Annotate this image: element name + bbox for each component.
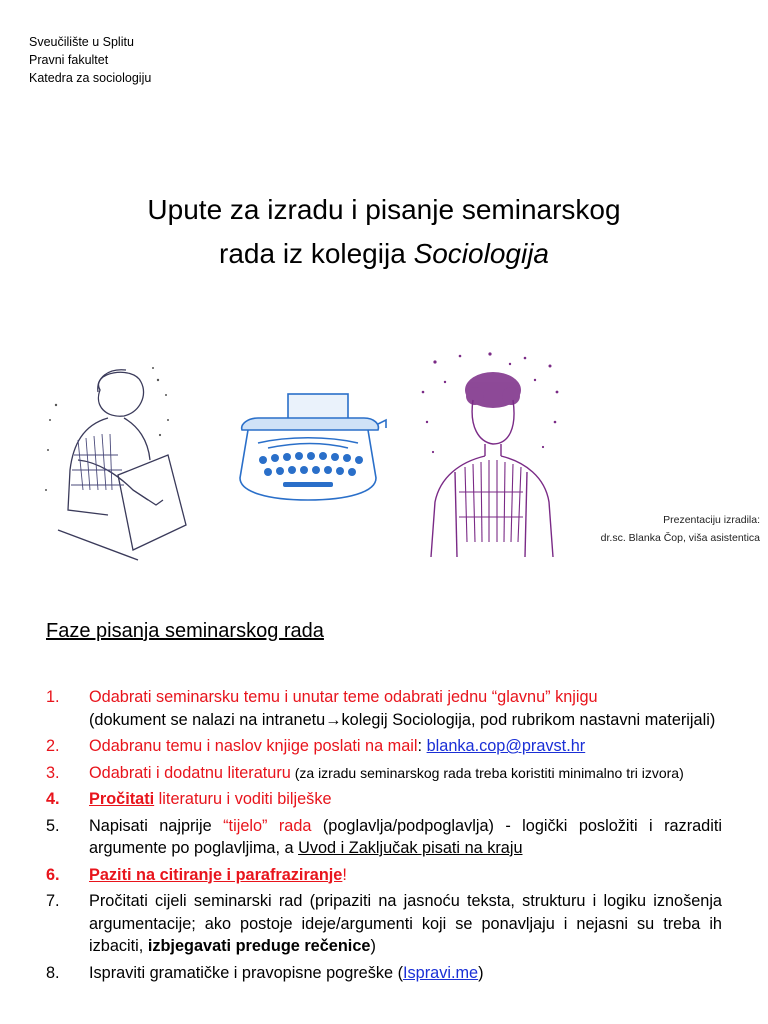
step-note: kolegij Sociologija, pod rubrikom nastavni materijali) (341, 710, 716, 729)
email-link[interactable]: blanka.cop@pravst.hr (426, 737, 586, 755)
step-text: Odabrati i dodatnu literaturu (89, 763, 291, 782)
step-number: 7. (46, 892, 60, 910)
step-text: : (417, 737, 427, 755)
step-text: Paziti na citiranje i parafraziranje (89, 865, 343, 884)
list-item (0, 735, 768, 758)
list-item (0, 864, 768, 887)
step-note: (dokument se nalazi na intranetu (89, 710, 326, 729)
portrait-illustration (415, 352, 565, 567)
steps-list (0, 686, 768, 988)
faculty-name: Pravni fakultet (29, 53, 109, 67)
list-item (0, 788, 768, 811)
list-item (0, 686, 768, 731)
step-text: Pročitati cijeli seminarski rad (pripaziti na jasnoću teksta, strukturu i logiku iznošenja argumentacije; ako postoje ideje/argumenti koji se ponavljaju i nejasni su treba ih izbaciti, (89, 892, 722, 955)
presentation-credit (601, 511, 760, 547)
step-number: 8. (46, 963, 60, 982)
step-text: ! (342, 865, 347, 884)
institution-header (29, 33, 151, 87)
step-number: 6. (46, 865, 60, 884)
step-number: 2. (46, 737, 60, 755)
department-name: Katedra za sociologiju (29, 71, 152, 85)
step-text: Odabrati seminarsku temu i unutar teme odabrati jednu “glavnu” knjigu (89, 688, 598, 706)
list-item (0, 762, 768, 785)
step-text: Uvod i Zaključak pisati na kraju (298, 839, 523, 857)
list-item (0, 962, 768, 985)
course-name: Sociologija (413, 238, 549, 269)
step-text: izbjegavati preduge rečenice (147, 937, 371, 955)
step-number: 1. (46, 688, 60, 706)
list-item (0, 815, 768, 860)
spellcheck-link[interactable]: Ispravi.me (403, 963, 479, 982)
step-text: Pročitati (89, 790, 155, 808)
arrow-icon: → (325, 710, 342, 729)
title-line-1: Upute za izradu i pisanje seminarskog (147, 194, 621, 225)
step-text: literaturu i voditi bilješke (154, 790, 332, 808)
credit-author: dr.sc. Blanka Čop, viša asistentica (600, 532, 760, 544)
step-note: (za izradu seminarskog rada treba koristiti minimalno tri izvora) (290, 764, 684, 781)
step-text: Napisati najprije (89, 816, 224, 835)
credit-label: Prezentaciju izradila: (663, 514, 760, 526)
step-number: 5. (46, 816, 60, 835)
step-text: ) (370, 937, 376, 955)
writer-illustration (38, 360, 188, 565)
step-text: “tijelo” rada (223, 816, 312, 835)
list-item (0, 890, 768, 958)
university-name: Sveučilište u Splitu (29, 35, 134, 49)
step-number: 4. (46, 790, 60, 808)
page-title (0, 188, 768, 276)
step-text: Ispraviti gramatičke i pravopisne pogreške ( (89, 963, 404, 982)
section-heading: Faze pisanja seminarskog rada (46, 620, 324, 642)
title-line-2-text: rada iz kolegija (219, 238, 414, 269)
step-text: (poglavlja/podpoglavlja) - logički posložiti i razraditi argumente po poglavljima, a (89, 816, 722, 857)
title-line-2 (0, 232, 768, 276)
step-text: ) (478, 963, 484, 982)
step-number: 3. (46, 763, 60, 782)
step-text: Odabranu temu i naslov knjige poslati na mail (89, 737, 418, 755)
typewriter-illustration (228, 388, 388, 508)
